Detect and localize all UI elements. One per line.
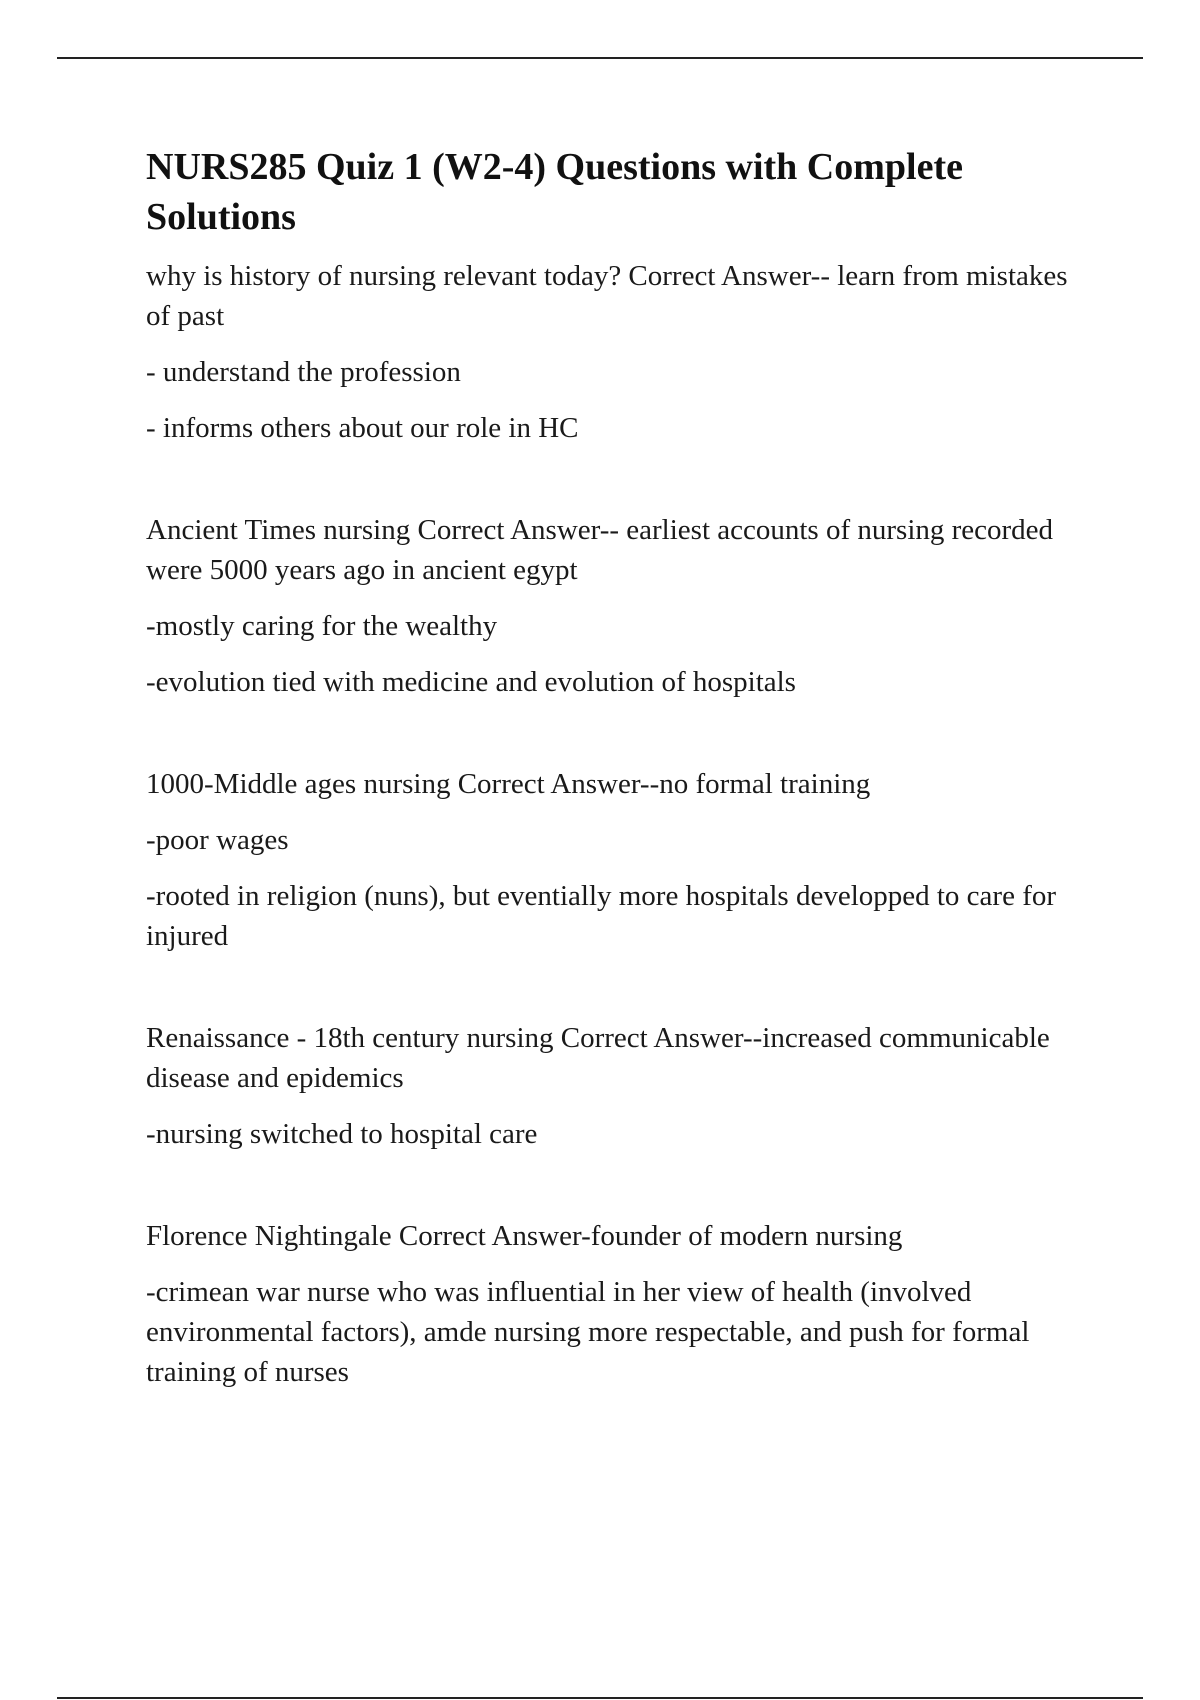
answer-point: -nursing switched to hospital care bbox=[146, 1118, 538, 1150]
question-answer-line: why is history of nursing relevant today? Correct Answer-- learn from mistakes of past bbox=[146, 260, 1068, 332]
question-answer-line: 1000-Middle ages nursing Correct Answer--no formal training bbox=[146, 768, 871, 800]
answer-point: -mostly caring for the wealthy bbox=[146, 610, 498, 642]
qa-entry-renaissance bbox=[146, 1018, 1086, 1154]
bottom-rule bbox=[57, 1697, 1143, 1699]
question-answer-line: Renaissance - 18th century nursing Correct Answer--increased communicable disease and epidemics bbox=[146, 1022, 1050, 1094]
answer-point: -evolution tied with medicine and evolution of hospitals bbox=[146, 666, 796, 698]
qa-entry-history-relevance bbox=[146, 256, 1086, 448]
qa-entry-ancient-times bbox=[146, 510, 1086, 702]
top-rule bbox=[57, 57, 1143, 59]
page-title: NURS285 Quiz 1 (W2-4) Questions with Complete Solutions bbox=[146, 146, 963, 238]
answer-point: - informs others about our role in HC bbox=[146, 412, 579, 444]
qa-entry-florence-nightingale bbox=[146, 1216, 1086, 1392]
answer-point: -poor wages bbox=[146, 824, 289, 856]
question-answer-line: Florence Nightingale Correct Answer-founder of modern nursing bbox=[146, 1220, 903, 1252]
answer-point: - understand the profession bbox=[146, 356, 461, 388]
question-answer-line: Ancient Times nursing Correct Answer-- earliest accounts of nursing recorded were 5000 years ago in ancient egypt bbox=[146, 514, 1054, 586]
answer-point: -rooted in religion (nuns), but eventially more hospitals developped to care for injured bbox=[146, 880, 1057, 952]
document-body bbox=[146, 142, 1086, 1454]
qa-entry-middle-ages bbox=[146, 764, 1086, 956]
answer-point: -crimean war nurse who was influential in her view of health (involved environmental factors), amde nursing more respectable, and push for formal training of nurses bbox=[146, 1276, 1030, 1388]
